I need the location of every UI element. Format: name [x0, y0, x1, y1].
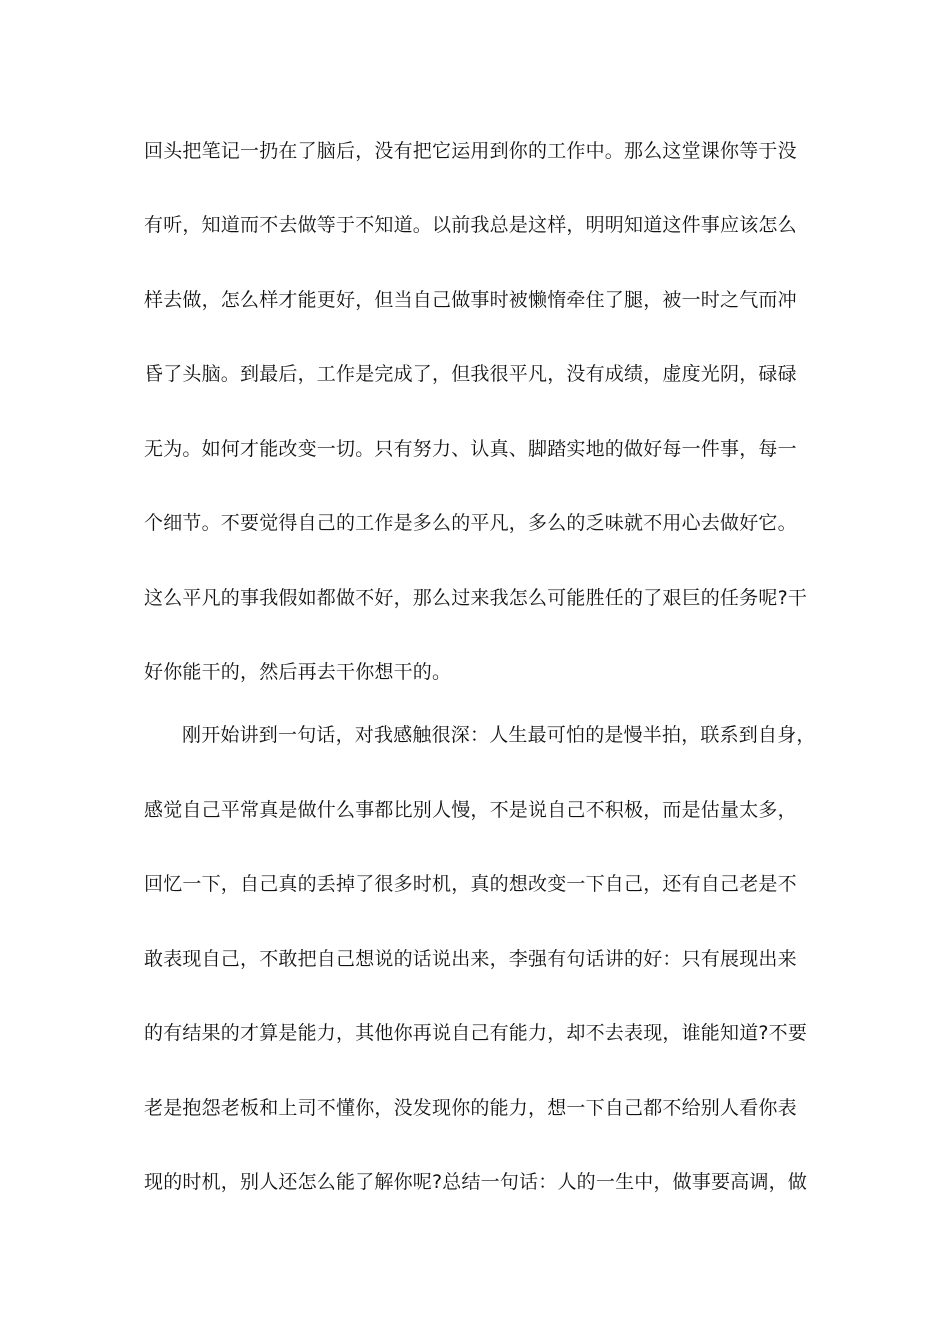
body-text-line: 回忆一下，自己真的丢掉了很多时机，真的想改变一下自己，还有自己老是不 [144, 873, 797, 895]
body-text-line: 回头把笔记一扔在了脑后，没有把它运用到你的工作中。那么这堂课你等于没 [144, 140, 797, 162]
body-text-line: 个细节。不要觉得自己的工作是多么的平凡，多么的乏味就不用心去做好它。 [144, 512, 797, 534]
body-text-line: 好你能干的，然后再去干你想干的。 [144, 661, 452, 683]
body-text-line: 无为。如何才能改变一切。只有努力、认真、脚踏实地的做好每一件事，每一 [144, 438, 797, 460]
body-text-line: 昏了头脑。到最后，工作是完成了，但我很平凡，没有成绩，虚度光阴，碌碌 [144, 363, 797, 385]
body-text-line: 有听，知道而不去做等于不知道。以前我总是这样，明明知道这件事应该怎么 [144, 214, 797, 236]
body-text-line: 的有结果的才算是能力，其他你再说自己有能力，却不去表现，谁能知道?不要 [144, 1022, 808, 1044]
paragraph-first-line: 刚开始讲到一句话，对我感触很深：人生最可怕的是慢半拍，联系到自身， [182, 724, 816, 746]
body-text-line: 敢表现自己，不敢把自己想说的话说出来，李强有句话讲的好：只有展现出来 [144, 948, 797, 970]
body-text-line: 这么平凡的事我假如都做不好，那么过来我怎么可能胜任的了艰巨的任务呢?干 [144, 587, 808, 609]
body-text-line: 现的时机，别人还怎么能了解你呢?总结一句话：人的一生中，做事要高调，做 [144, 1171, 808, 1193]
body-text-line: 老是抱怨老板和上司不懂你，没发现你的能力，想一下自己都不给别人看你表 [144, 1097, 797, 1119]
body-text-line: 样去做，怎么样才能更好，但当自己做事时被懒惰牵住了腿，被一时之气而冲 [144, 289, 797, 311]
body-text-line: 感觉自己平常真是做什么事都比别人慢，不是说自己不积极，而是估量太多， [144, 799, 797, 821]
